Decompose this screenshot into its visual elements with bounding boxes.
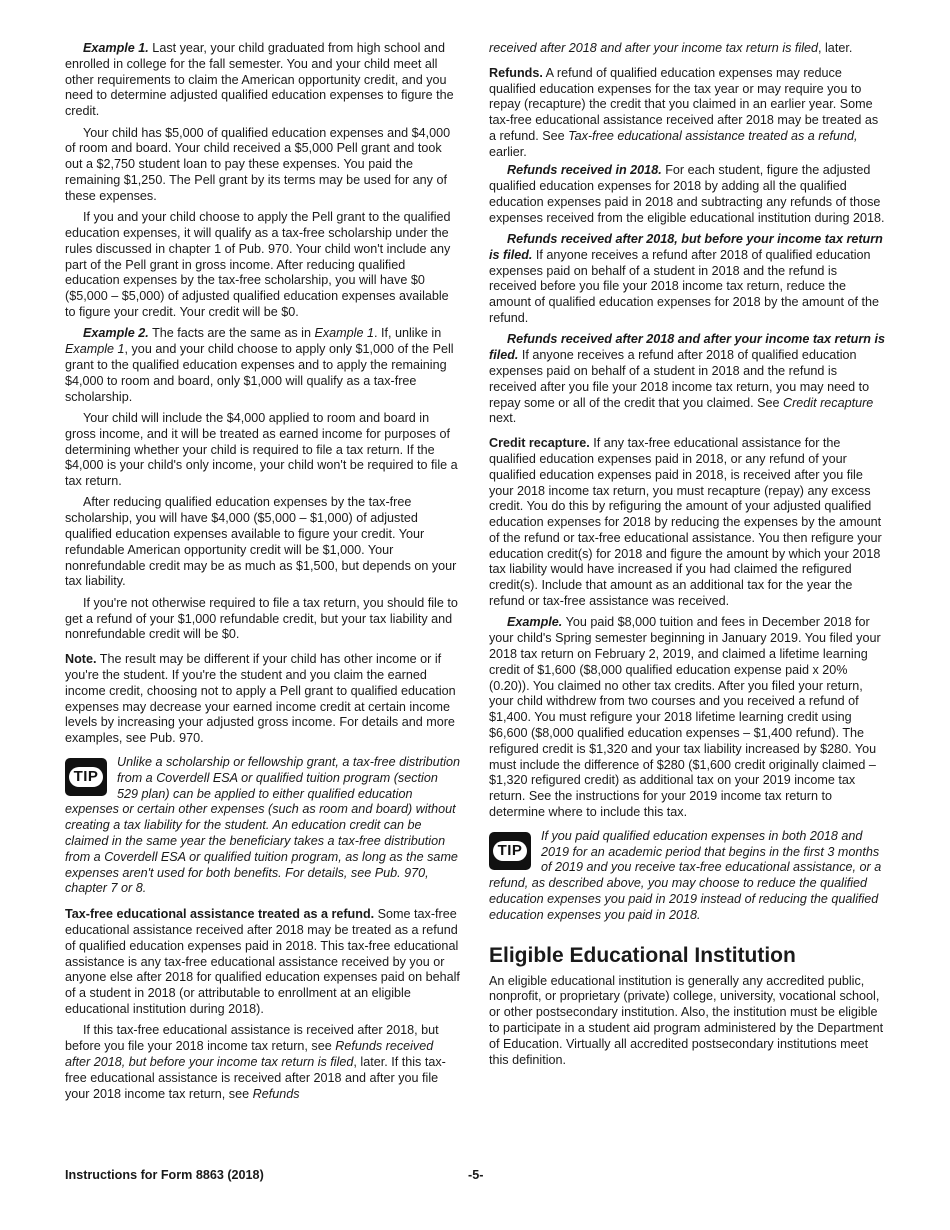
paragraph: If you and your child choose to apply the Pell grant to the qualified education expenses, it will qualify as a tax-free scholarship under the rules discussed in chapter 1 of Pub. 970. Your child won't include any part of the Pell grant in gross income. After reducing qualified education expenses by the tax-free scholarship, you will have $0 ($5,000 – $5,000) of adjusted qualified education expenses available to figure your credit. Your credit will be $0. xyxy=(65,210,451,319)
paragraph: If this tax-free educational assistance is received after 2018, but before you file your 2018 income tax return, see Refunds received after 2018, but before your income tax return is filed, later. If this tax-free educational assistance is received after 2018 and after you file your 2018 income tax return, see Refunds xyxy=(65,1023,446,1101)
paragraph: If you're not otherwise required to file a tax return, you should file to get a refund of your $1,000 refundable credit, but your tax liability and nonrefundable credit will be $0. xyxy=(65,595,458,642)
right-column xyxy=(489,41,885,1074)
refunds-label: Refunds. xyxy=(489,65,543,80)
left-column xyxy=(65,41,461,1108)
refunds-2018-label: Refunds received in 2018. xyxy=(507,163,662,178)
tip-text: If you paid qualified education expenses in both 2018 and 2019 for an academic period that begins in the first 3 months of 2019 and you receive tax-free educational assistance, or a refund, as described above, you may choose to reduce the qualified education expenses you paid in 2019 instead of reducing the qualified education expenses you paid in 2018. xyxy=(489,828,882,922)
tip-icon: TIP xyxy=(65,758,109,798)
refunds-2018-paragraph: Refunds received in 2018. For each student, figure the adjusted qualified education expenses for 2018 by adding all the qualified education expenses paid in 2018 and subtracting any refunds of those expenses received from the eligible educational institution during 2018. xyxy=(489,163,885,225)
note-paragraph: Note. The result may be different if your child has other income or if you're the student. If you're the student and you claim the earned income credit, choosing not to apply a Pell grant to qualified education expenses may decrease your earned income credit at certain income levels by increasing your adjusted gross income. For details and more examples, see Pub. 970. xyxy=(65,652,456,746)
example-1-paragraph: Example 1. Last year, your child graduated from high school and enrolled in college for the fall semester. You and your child meet all other requirements to claim the American opportunity credit, and you need to determine adjusted qualified education expenses to figure the credit. xyxy=(65,41,454,119)
continued-paragraph: received after 2018 and after your income tax return is filed, later. xyxy=(489,41,853,55)
tip-box xyxy=(65,755,461,897)
tax-free-assistance-paragraph: Tax-free educational assistance treated as a refund. Some tax-free educational assistance received after 2018 may be treated as a refund of qualified education expenses paid in 2018. This tax-free educational assistance is any tax-free educational assistance received by you or anyone else after 2018 for qualified education expenses paid on behalf of a student in 2018 (or attributable to enrollment at an eligible educational institution during 2018). xyxy=(65,907,460,1016)
page-number: -5- xyxy=(468,1168,484,1182)
tax-free-assistance-label: Tax-free educational assistance treated as a refund. xyxy=(65,907,375,922)
eligible-institution-paragraph: An eligible educational institution is generally any accredited public, nonprofit, or proprietary (private) college, university, vocational school, or other postsecondary institution. Also, the institution must be eligible to participate in a student aid program administered by the Department of Education. Virtually all accredited postsecondary institutions meet this definition. xyxy=(489,973,884,1067)
page-footer xyxy=(65,1168,885,1182)
tip-text: Unlike a scholarship or fellowship grant, a tax-free distribution from a Coverdell ESA or qualified tuition program (section 529 plan) can be applied to either qualified education expenses or certain other expenses (such as room and board) without creating a tax liability for the student. An education credit can be claimed in the same year the beneficiary takes a tax-free distribution from a Coverdell ESA or qualified tuition program, as long as the same expenses aren't used for both benefits. For details, see Pub. 970, chapter 7 or 8. xyxy=(65,755,460,896)
example-1-label: Example 1. xyxy=(83,41,149,55)
refunds-paragraph: Refunds. A refund of qualified education expenses may reduce qualified education expenses for the tax year or may require you to repay (recapture) the credit that you claimed in an earlier year. Some tax-free educational assistance received after 2018 may be treated as a refund. See Tax-free educational assistance treated as a refund, earlier. xyxy=(489,65,879,159)
tip-icon: TIP xyxy=(489,832,533,872)
example-label: Example. xyxy=(507,615,563,630)
refunds-after-return-label: Refunds received after 2018 and after your income tax return is filed. xyxy=(489,332,885,363)
form-label: Instructions for Form 8863 (2018) xyxy=(65,1168,264,1182)
refunds-before-return-label: Refunds received after 2018, but before your income tax return is filed. xyxy=(489,231,883,262)
credit-recapture-label: Credit recapture. xyxy=(489,436,590,451)
example-paragraph: Example. You paid $8,000 tuition and fees in December 2018 for your child's Spring semester beginning in January 2019. You filed your 2018 tax return on February 2, 2019, and claimed a lifetime learning credit of $1,600 ($8,000 qualified education expense paid x 20% (0.20)). You claimed no other tax credits. After you filed your return, your child withdrew from two courses and you received a refund of $1,400. You must refigure your 2018 lifetime learning credit using $6,600 ($8,000 qualified education expenses – $1,400 refund). The refigured credit is $1,320 and your tax liability increased by $280. You must include the difference of $280 ($1,600 credit originally claimed – $1,320 refigured credit) as additional tax on your 2019 income tax return. See the instructions for your 2019 income tax return to determine where to include this tax. xyxy=(489,615,881,820)
paragraph: After reducing qualified education expenses by the tax-free scholarship, you will have $4,000 ($5,000 – $1,000) of adjusted qualified education expenses available to figure your credit. Your refundable American opportunity credit will be $1,000. Your nonrefundable credit may be as much as $1,500, but depends on your tax liability. xyxy=(65,495,457,589)
refunds-before-return-paragraph: Refunds received after 2018, but before your income tax return is filed. If anyone receives a refund after 2018 of qualified education expenses paid on behalf of a student in 2018 and the refund is received before you file your 2018 income tax return, reduce the amount of qualified education expenses for 2018 by the amount of the refund. xyxy=(489,231,883,325)
section-heading: Eligible Educational Institution xyxy=(489,943,796,967)
example-2-label: Example 2. xyxy=(83,326,149,341)
paragraph: Your child has $5,000 of qualified education expenses and $4,000 of room and board. Your child received a $5,000 Pell grant and took out a $2,750 student loan to pay these expenses. You paid the remaining $1,250. The Pell grant by its terms may be used for any of these expenses. xyxy=(65,125,451,203)
credit-recapture-paragraph: Credit recapture. If any tax-free educational assistance for the qualified education expenses paid in 2018, or any refund of your qualified education expenses paid in 2018, is received after you file your 2018 income tax return, you must recapture (repay) any excess credit. You do this by refiguring the amount of your adjusted qualified education expenses for 2018 by reducing the expenses by the amount of the refund or tax-free educational assistance. You then refigure your education credit(s) for 2018 and figure the amount by which your 2018 tax liability would have increased if you had claimed the refigured credit(s). Include that amount as an additional tax for the year the refund or tax-free assistance was received. xyxy=(489,436,882,609)
paragraph: Your child will include the $4,000 applied to room and board in gross income, and it will be treated as earned income for purposes of determining whether your child is required to file a tax return. If the $4,000 is your child's only income, your child won't be required to file a tax return. xyxy=(65,410,458,489)
refunds-after-return-paragraph: Refunds received after 2018 and after your income tax return is filed. If anyone receives a refund after 2018 of qualified education expenses paid on behalf of a student in 2018 and the refund is received after you file your 2018 income tax return, you may need to repay some or all of the credit that you claimed. See Credit recapture next. xyxy=(489,332,885,426)
example-2-paragraph: Example 2. The facts are the same as in Example 1. If, unlike in Example 1, you and your child choose to apply only $1,000 of the Pell grant to the qualified education expenses and to apply the remaining $4,000 to room and board, only $1,000 will qualify as a tax-free scholarship. xyxy=(65,326,454,404)
note-label: Note. xyxy=(65,652,97,667)
tip-box xyxy=(489,829,885,924)
